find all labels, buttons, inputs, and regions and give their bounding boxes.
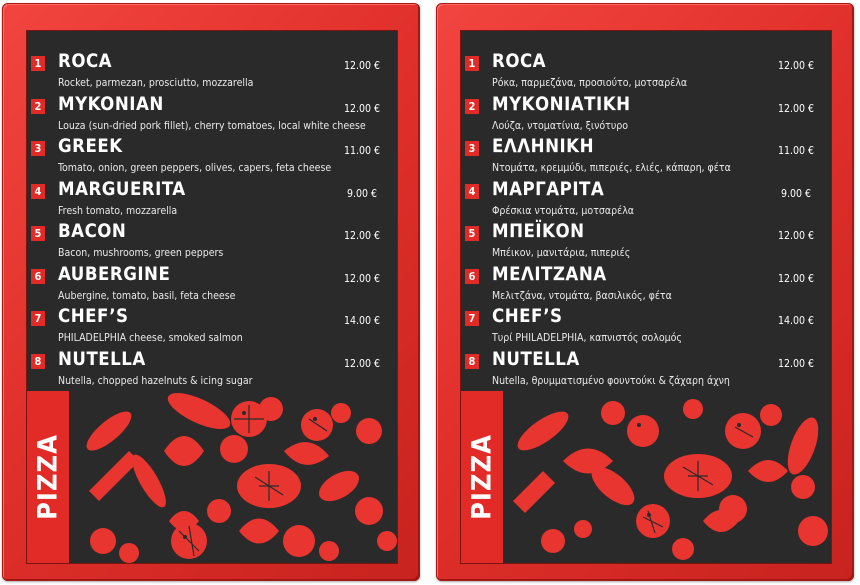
item-price: 12.00 €: [343, 103, 381, 115]
menu-list: [27, 31, 397, 391]
item-name: MYKONIAN: [58, 94, 164, 115]
item-description: Rocket, parmezan, prosciutto, mozzarella: [58, 77, 254, 89]
menu-board-greek: [436, 3, 854, 581]
item-number-badge: 6: [465, 269, 479, 284]
item-name: ΕΛΛΗΝΙΚΗ: [492, 136, 595, 157]
item-price: 12.00 €: [343, 358, 381, 370]
item-number-badge: 5: [465, 226, 479, 241]
item-name: ΜΠΕΪΚΟΝ: [492, 221, 585, 242]
item-price: 9.00 €: [346, 188, 378, 200]
item-number-badge: 1: [31, 56, 45, 71]
item-name: GREEK: [58, 136, 123, 157]
item-price: 12.00 €: [777, 358, 815, 370]
item-price: 14.00 €: [777, 315, 815, 327]
category-strip: [27, 391, 69, 563]
menu-panel: [461, 31, 831, 563]
menu-item: [27, 256, 397, 302]
item-price: 11.00 €: [777, 145, 815, 157]
menu-item: [27, 341, 397, 387]
item-description: Φρέσκια ντομάτα, μοτσαρέλα: [492, 205, 635, 217]
item-price: 12.00 €: [343, 60, 381, 72]
menu-item: [27, 171, 397, 217]
menu-item: [461, 256, 831, 302]
item-description: Ντομάτα, κρεμμύδι, πιπεριές, ελιές, κάπαρη, φέτα: [492, 162, 731, 174]
menu-item: [461, 86, 831, 132]
menu-item: [27, 128, 397, 174]
item-description: Bacon, mushrooms, green peppers: [58, 247, 224, 259]
menu-item: [461, 128, 831, 174]
item-name: ΜΥΚΟΝΙΑΤΙΚΗ: [492, 94, 631, 115]
item-name: ROCA: [58, 51, 113, 72]
menu-item: [461, 171, 831, 217]
category-strip: [461, 391, 503, 563]
item-number-badge: 8: [31, 354, 45, 369]
item-number-badge: 6: [31, 269, 45, 284]
item-price: 14.00 €: [343, 315, 381, 327]
menu-item: [461, 213, 831, 259]
item-name: MARGUERITA: [58, 179, 186, 200]
item-name: AUBERGINE: [58, 264, 171, 285]
item-description: Fresh tomato, mozzarella: [58, 205, 178, 217]
menu-item: [461, 298, 831, 344]
vegetable-illustration: [69, 391, 397, 563]
item-number-badge: 5: [31, 226, 45, 241]
menu-item: [27, 43, 397, 89]
item-price: 11.00 €: [343, 145, 381, 157]
item-name: CHEF’S: [492, 306, 563, 327]
item-description: Λούζα, ντοματίνια, ξινότυρο: [492, 120, 629, 132]
menu-item: [461, 341, 831, 387]
item-description: Μελιτζάνα, ντομάτα, βασιλικός, φέτα: [492, 290, 672, 302]
item-number-badge: 4: [465, 184, 479, 199]
item-number-badge: 1: [465, 56, 479, 71]
item-name: CHEF’S: [58, 306, 129, 327]
item-description: Nutella, chopped hazelnuts & icing sugar: [58, 375, 253, 387]
item-number-badge: 4: [31, 184, 45, 199]
item-description: Nutella, θρυμματισμένο φουντούκι & ζάχαρη άχνη: [492, 375, 730, 387]
item-number-badge: 2: [465, 99, 479, 114]
item-number-badge: 8: [465, 354, 479, 369]
item-number-badge: 7: [465, 311, 479, 326]
item-price: 12.00 €: [777, 230, 815, 242]
item-description: Louza (sun-dried pork fillet), cherry tomatoes, local white cheese: [58, 120, 366, 132]
item-number-badge: 3: [465, 141, 479, 156]
category-label: PIZZA: [32, 434, 64, 520]
item-price: 12.00 €: [777, 103, 815, 115]
item-price: 12.00 €: [343, 230, 381, 242]
item-description: PHILADELPHIA cheese, smoked salmon: [58, 332, 243, 344]
item-price: 9.00 €: [780, 188, 812, 200]
item-description: Μπέικον, μανιτάρια, πιπεριές: [492, 247, 631, 259]
item-name: ΜΕΛΙΤΖΑΝΑ: [492, 264, 607, 285]
item-number-badge: 3: [31, 141, 45, 156]
item-number-badge: 2: [31, 99, 45, 114]
item-name: NUTELLA: [492, 349, 580, 370]
item-price: 12.00 €: [777, 60, 815, 72]
menu-item: [27, 213, 397, 259]
food-illustration-area: [461, 391, 831, 563]
item-number-badge: 7: [31, 311, 45, 326]
item-price: 12.00 €: [343, 273, 381, 285]
menu-panel: [27, 31, 397, 563]
food-illustration-area: [27, 391, 397, 563]
menu-board-english: [2, 3, 420, 581]
menu-item: [461, 43, 831, 89]
item-description: Ρόκα, παρμεζάνα, προσιούτο, μοτσαρέλα: [492, 77, 688, 89]
item-description: Tomato, onion, green peppers, olives, capers, feta cheese: [58, 162, 332, 174]
item-price: 12.00 €: [777, 273, 815, 285]
menu-item: [27, 86, 397, 132]
menu-item: [27, 298, 397, 344]
vegetable-illustration: [503, 391, 831, 563]
item-name: ΜΑΡΓΑΡΙΤΑ: [492, 179, 605, 200]
category-label: PIZZA: [466, 434, 498, 520]
item-name: NUTELLA: [58, 349, 146, 370]
menu-list: [461, 31, 831, 391]
item-name: BACON: [58, 221, 127, 242]
item-description: Aubergine, tomato, basil, feta cheese: [58, 290, 236, 302]
item-description: Τυρί PHILADELPHIA, καπνιστός σολομός: [492, 332, 682, 344]
item-name: ROCA: [492, 51, 547, 72]
